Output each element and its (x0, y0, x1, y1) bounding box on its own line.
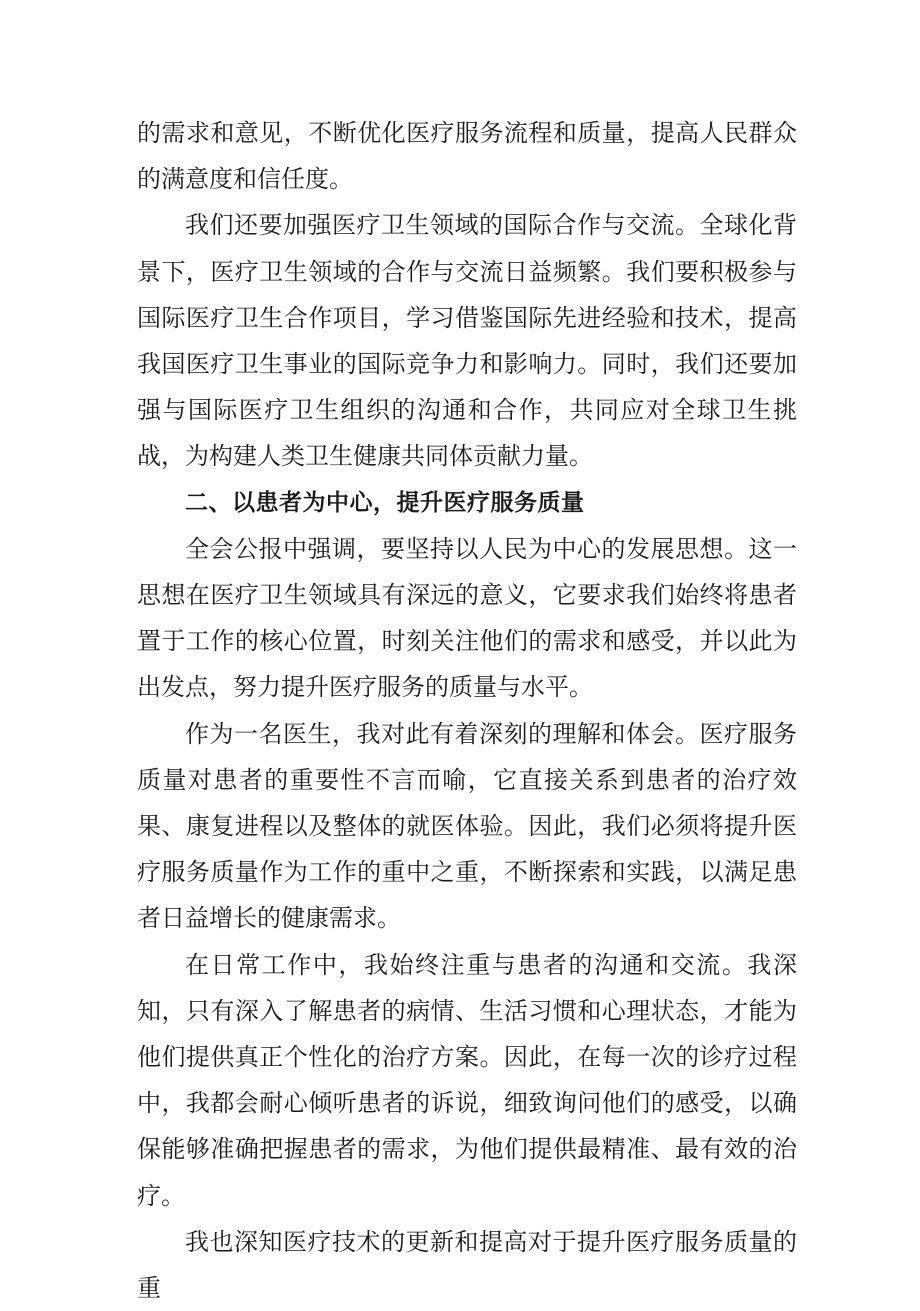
paragraph-medical-technology: 我也深知医疗技术的更新和提高对于提升医疗服务质量的重 (137, 1227, 797, 1303)
paragraph-international-cooperation: 我们还要加强医疗卫生领域的国际合作与交流。全球化背景下，医疗卫生领域的合作与交流日益频繁。我们要积极参与国际医疗卫生合作项目，学习借鉴国际先进经验和技术，提高我国医疗卫生事业的国际竞争力和影响力。同时，我们还要加强与国际医疗卫生组织的沟通和合作，共同应对全球卫生挑战，为构建人类卫生健康共同体贡献力量。 (137, 211, 797, 471)
document-body (137, 110, 797, 1311)
section-heading: 二、以患者为中心，提升医疗服务质量 (185, 489, 585, 516)
paragraph-continuation: 的需求和意见，不断优化医疗服务流程和质量，提高人民群众的满意度和信任度。 (137, 119, 797, 194)
paragraph-people-centered: 全会公报中强调，要坚持以人民为中心的发展思想。这一思想在医疗卫生领域具有深远的意义，它要求我们始终将患者置于工作的核心位置，时刻关注他们的需求和感受，并以此为出发点，努力提升医疗服务的质量与水平。 (137, 534, 797, 702)
paragraph-doctor-understanding: 作为一名医生，我对此有着深刻的理解和体会。医疗服务质量对患者的重要性不言而喻，它直接关系到患者的治疗效果、康复进程以及整体的就医体验。因此，我们必须将提升医疗服务质量作为工作的重中之重，不断探索和实践，以满足患者日益增长的健康需求。 (137, 719, 797, 933)
paragraph-patient-communication: 在日常工作中，我始终注重与患者的沟通和交流。我深知，只有深入了解患者的病情、生活习惯和心理状态，才能为他们提供真正个性化的治疗方案。因此，在每一次的诊疗过程中，我都会耐心倾听患者的诉说，细致询问他们的感受，以确保能够准确把握患者的需求，为他们提供最精准、最有效的治疗。 (137, 950, 797, 1210)
